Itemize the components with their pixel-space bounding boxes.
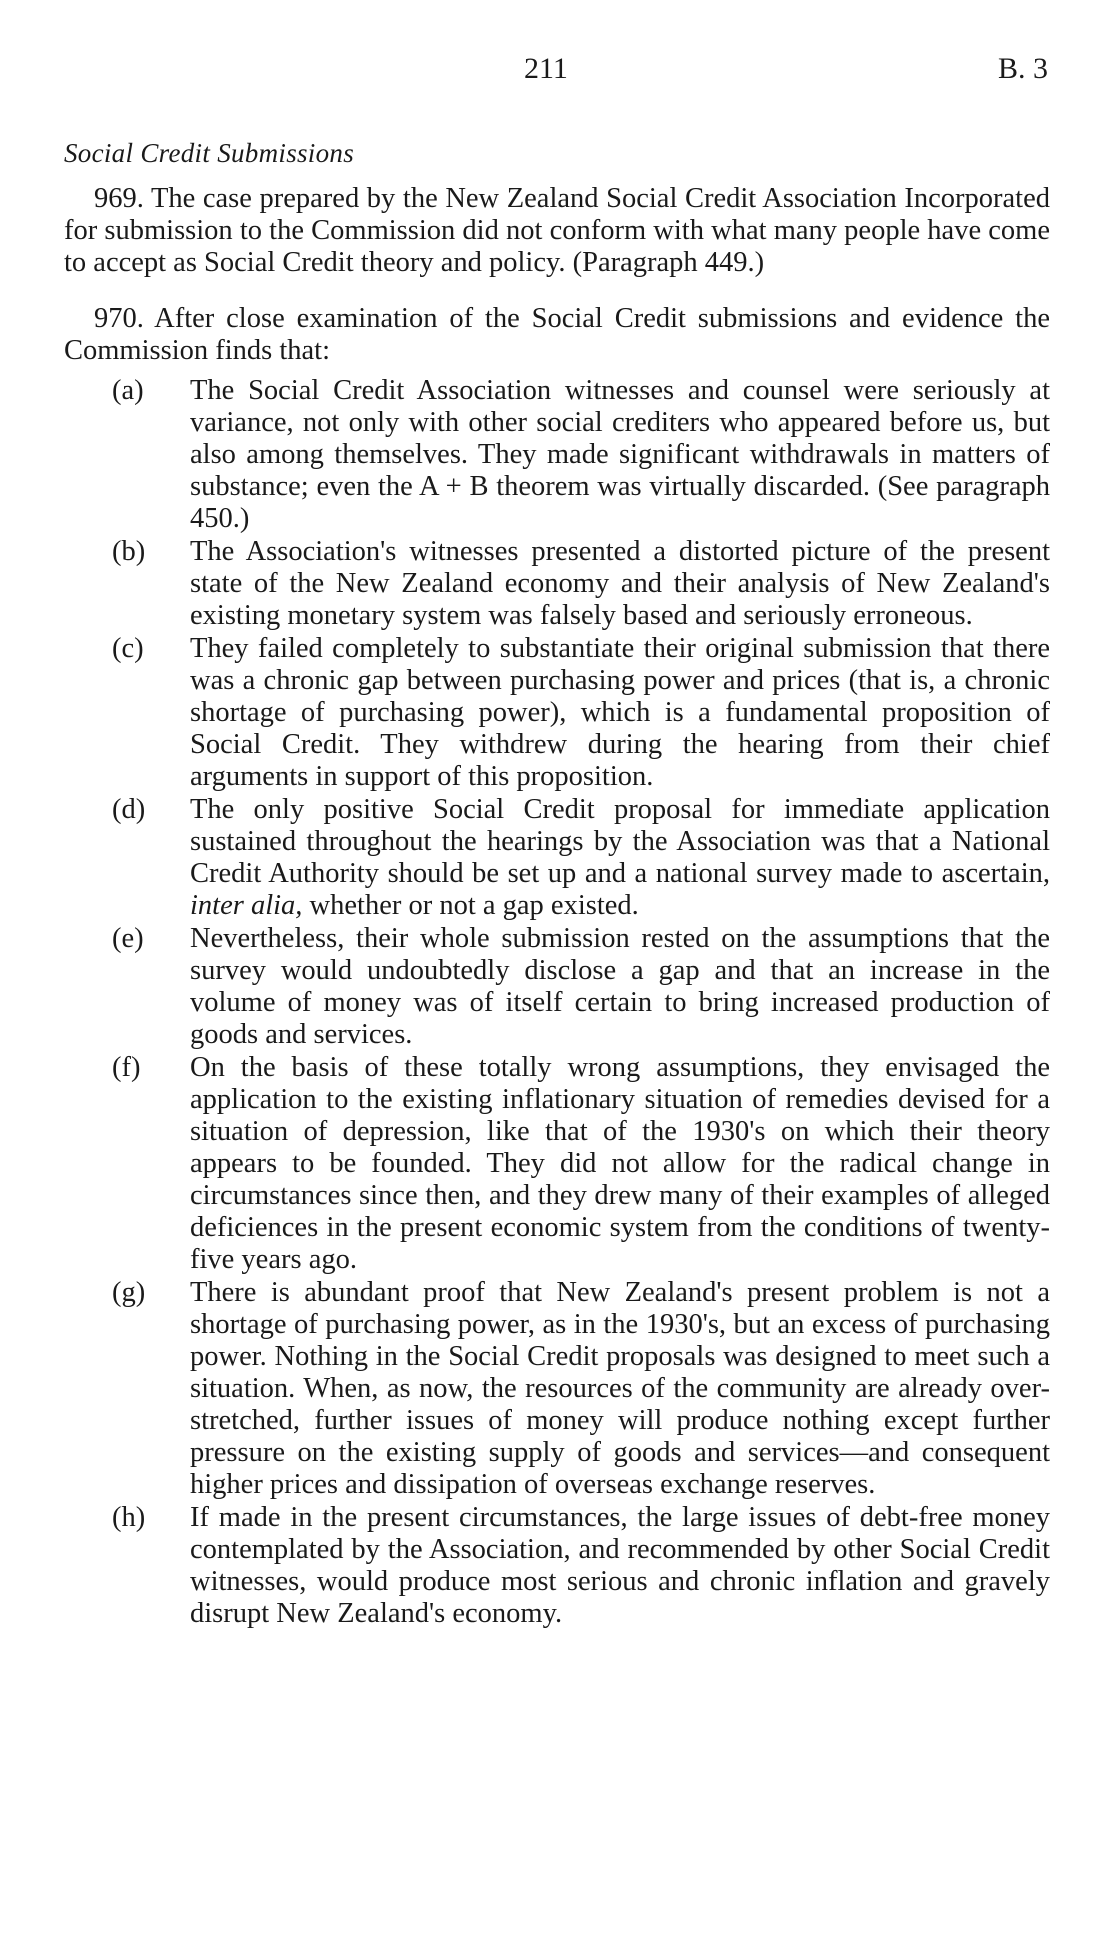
finding-text-before: The only positive Social Credit proposal for immediate application sustained throughout the hearings by the Association was that a National Credit Authority should be set up and a national survey made to ascertain, bbox=[190, 794, 1050, 889]
finding-h bbox=[64, 1502, 1050, 1630]
running-head bbox=[64, 52, 1050, 96]
finding-a bbox=[64, 375, 1050, 535]
finding-text: They failed completely to substantiate their original submission that there was a chronic gap between purchasing power and prices (that is, a chronic shortage of purchasing power), which is a fundamental proposition of Social Credit. They withdrew during the hearing from their chief arguments in support of this proposition. bbox=[190, 633, 1050, 792]
finding-c bbox=[64, 633, 1050, 793]
finding-f bbox=[64, 1052, 1050, 1276]
page-number: 211 bbox=[524, 52, 568, 85]
finding-text: Nevertheless, their whole submission rested on the assumptions that the survey would undoubtedly disclose a gap and that an increase in the volume of money was of itself certain to bring increased production of goods and services. bbox=[190, 923, 1050, 1050]
finding-text: If made in the present circumstances, the large issues of debt-free money contemplated by the Association, and recommended by other Social Credit witnesses, would produce most serious and chronic inflation and gravely disrupt New Zealand's economy. bbox=[190, 1502, 1050, 1629]
finding-text-italic: inter alia, bbox=[190, 890, 303, 921]
finding-e bbox=[64, 923, 1050, 1051]
finding-label: (a) bbox=[112, 375, 144, 406]
finding-text: There is abundant proof that New Zealand's present problem is not a shortage of purchasing power, as in the 1930's, but an excess of purchasing power. Nothing in the Social Credit proposals was designed to meet such a situation. When, as now, the resources of the community are already over-stretched, further issues of money will produce nothing except further pressure on the existing supply of goods and services—and consequent higher prices and dissipation of overseas exchange reserves. bbox=[190, 1277, 1050, 1500]
findings-list bbox=[64, 375, 1050, 1630]
finding-label: (f) bbox=[112, 1052, 141, 1083]
finding-label: (e) bbox=[112, 923, 144, 954]
finding-b bbox=[64, 536, 1050, 632]
document-page bbox=[64, 52, 1050, 1631]
finding-text-after: whether or not a gap existed. bbox=[302, 890, 639, 921]
paragraph-970: 970. After close examination of the Social Credit submissions and evidence the Commission finds that: bbox=[64, 303, 1050, 366]
paragraph-969: 969. The case prepared by the New Zealand Social Credit Association Incorporated for submission to the Commission did not conform with what many people have come to accept as Social Credit theory and policy. (Paragraph 449.) bbox=[64, 183, 1050, 278]
finding-label: (d) bbox=[112, 794, 146, 825]
finding-g bbox=[64, 1277, 1050, 1501]
finding-label: (h) bbox=[112, 1502, 146, 1533]
finding-text: The Social Credit Association witnesses and counsel were seriously at variance, not only with other social crediters who appeared before us, but also among themselves. They made significant withdrawals in matters of substance; even the A + B theorem was virtually discarded. (See paragraph 450.) bbox=[190, 375, 1050, 534]
finding-label: (b) bbox=[112, 536, 146, 567]
finding-label: (g) bbox=[112, 1277, 146, 1308]
finding-text: On the basis of these totally wrong assumptions, they envisaged the application to the existing inflationary situation of remedies devised for a situation of depression, like that of the 1930's on which their theory appears to be founded. They did not allow for the radical change in circumstances since then, and they drew many of their examples of alleged deficiences in the present economic system from the conditions of twenty-five years ago. bbox=[190, 1052, 1050, 1275]
finding-text: The Association's witnesses presented a distorted picture of the present state of the New Zealand economy and their analysis of New Zealand's existing monetary system was falsely based and seriously erroneous. bbox=[190, 536, 1050, 631]
finding-d bbox=[64, 794, 1050, 922]
finding-label: (c) bbox=[112, 633, 144, 664]
section-heading: Social Credit Submissions bbox=[64, 138, 355, 168]
report-code: B. 3 bbox=[997, 52, 1048, 85]
